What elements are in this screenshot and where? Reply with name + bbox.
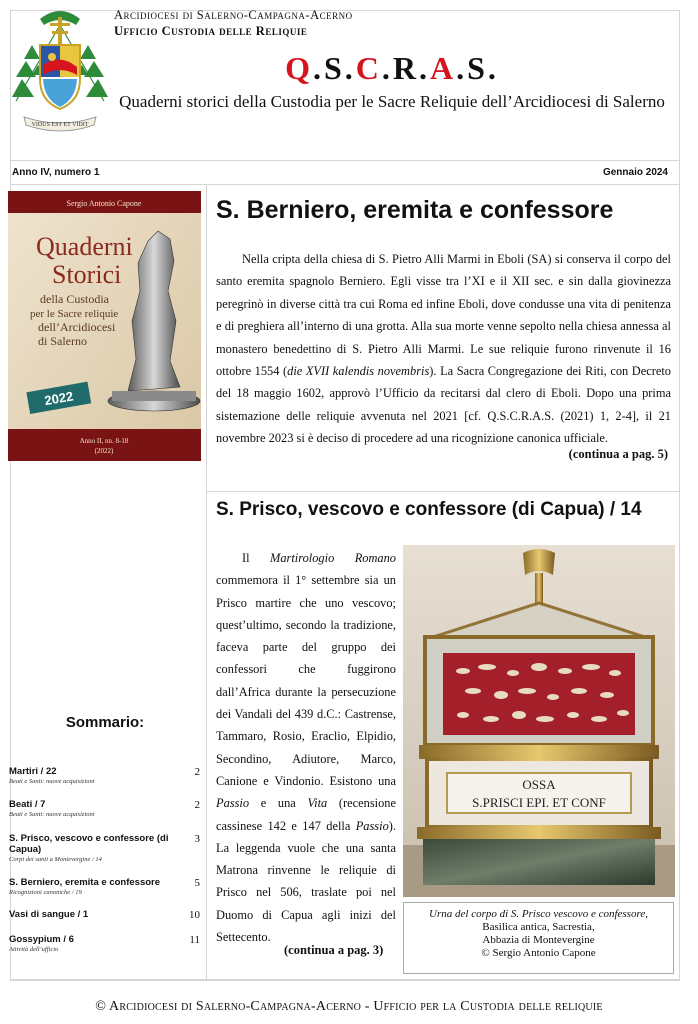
toc-item-title: Gossypium / 6 xyxy=(9,934,74,945)
masthead-title xyxy=(114,50,670,87)
svg-text:Quaderni: Quaderni xyxy=(36,232,133,261)
caption-line: Basilica antica, Sacrestia, xyxy=(482,921,595,933)
archbishop-coat-of-arms xyxy=(10,5,110,145)
divider xyxy=(206,491,680,492)
toc-item-page: 10 xyxy=(189,909,200,921)
svg-text:Sergio Antonio Capone: Sergio Antonio Capone xyxy=(66,199,142,208)
masthead-letter: Q xyxy=(285,50,313,86)
toc-item[interactable] xyxy=(9,909,202,920)
office-name: Ufficio Custodia delle Reliquie xyxy=(114,24,308,38)
toc-item[interactable] xyxy=(9,766,202,786)
masthead-letter: C xyxy=(355,50,382,86)
toc-item[interactable] xyxy=(9,799,202,819)
toc-item-page: 2 xyxy=(194,799,200,811)
masthead-letter: . xyxy=(487,50,499,86)
masthead-letter: . xyxy=(456,50,468,86)
masthead-letter: R xyxy=(392,50,419,86)
toc-item-title: Beati / 7 xyxy=(9,799,46,810)
photo-caption xyxy=(403,902,674,974)
toc-item[interactable] xyxy=(9,833,202,864)
masthead-letter: . xyxy=(419,50,430,86)
svg-text:S.PRISCI EPI. ET CONF: S.PRISCI EPI. ET CONF xyxy=(472,795,606,810)
masthead-letter: S xyxy=(323,50,345,86)
svg-text:VIDUS EST ET VIDIT: VIDUS EST ET VIDIT xyxy=(31,122,89,128)
toc-item-title: S. Berniero, eremita e confessore xyxy=(9,877,161,888)
caption-title: Urna del corpo di S. Prisco vescovo e confessore, xyxy=(429,908,648,920)
svg-text:di Salerno: di Salerno xyxy=(38,334,87,348)
toc-item-page: 11 xyxy=(189,934,200,946)
toc-item-title: Martiri / 22 xyxy=(9,766,57,777)
issue-number: Anno IV, numero 1 xyxy=(12,167,100,178)
divider xyxy=(10,160,680,161)
svg-text:(2022): (2022) xyxy=(94,447,114,455)
divider xyxy=(10,184,680,185)
continue-link-berniero[interactable]: (continua a pag. 5) xyxy=(568,447,668,461)
article-body-berniero: Nella cripta della chiesa di S. Pietro Alli Marmi in Eboli (SA) si conserva il corpo del santo eremita spagnolo Berniero. Egli visse tra l’XI e il XII sec. e sin dalla giovinezza peregrinò in diverse città tra cui Roma ed infine Eboli, dove condusse una vita di penitenza e di preghiera all’interno di una grotta. Alla sua morte venne sepolto nella chiesa annessa al monastero benedettino di S. Pietro Alli Marmi. Le sue reliquie furono rinvenute il 16 ottobre 1554 (die XVII kalendis novembris). La Sacra Congregazione dei Riti, con Decreto del 18 maggio 1602, approvò l’Ufficio da recitarsi dal clero di Eboli. Dopo una prima sistemazione delle reliquie avvenuta nel 2021 [cf. Q.S.C.R.A.S. (2021) 1, 2-4], il 21 novembre 2023 si è deciso di procedere ad una ricognizione canonica ufficiale. xyxy=(216,252,671,446)
column-divider xyxy=(206,184,207,980)
toc-item[interactable] xyxy=(9,877,202,897)
masthead-subtitle: Quaderni storici della Custodia per le Sacre Reliquie dell’Arcidiocesi di Salerno xyxy=(119,92,665,111)
divider xyxy=(10,980,680,981)
table-of-contents xyxy=(9,766,202,954)
svg-text:Storici: Storici xyxy=(52,260,122,289)
masthead-letter: A xyxy=(430,50,457,86)
masthead-letter: . xyxy=(312,50,324,86)
toc-item-page: 2 xyxy=(194,766,200,778)
page-footer: © Arcidiocesi di Salerno-Campagna-Acerno - Ufficio per la Custodia delle reliquie xyxy=(95,999,603,1014)
article-body-prisco: Il Martirologio Romano commemora il 1° settembre sia un Prisco martire che uno vescovo; quest’ultimo, secondo la tradizione, faceva parte del gruppo dei confessori che fuggirono dall’Africa durante la persecuzione dei Vandali del 439 d.C.: Castrense, Tammaro, Rosio, Eraclio, Elpidio, Secondino, Adiutore, Marco, Canione e Vindonio. Esistono una Passio e una Vita (recensione cassinese 142 e 147 della Passio). La leggenda vuole che una santa Matrona rinvenne le reliquie di Prisco nel 506, traslate poi nel Duomo di Capua agli inizi del Settecento. xyxy=(216,551,396,945)
diocese-name: Arcidiocesi di Salerno-Campagna-Acerno xyxy=(114,8,353,22)
toc-item[interactable] xyxy=(9,934,202,954)
svg-text:per le Sacre reliquie: per le Sacre reliquie xyxy=(30,308,119,320)
toc-item-subtitle: Corpi dei santi a Montevergine / 14 xyxy=(9,856,102,863)
svg-text:della Custodia: della Custodia xyxy=(40,292,109,306)
masthead-letter: S xyxy=(467,50,488,86)
toc-item-subtitle: Ricognizioni canoniche / 19 xyxy=(9,889,82,896)
book-cover-image xyxy=(8,191,201,461)
reliquary-urn-photo xyxy=(403,545,675,897)
masthead-letter: . xyxy=(344,50,356,86)
toc-item-subtitle: Attività dell’ufficio xyxy=(9,946,59,953)
issue-date: Gennaio 2024 xyxy=(602,167,668,178)
svg-text:dell’Arcidiocesi: dell’Arcidiocesi xyxy=(38,320,116,334)
article-title-prisco: S. Prisco, vescovo e confessore (di Capua) / 14 xyxy=(216,499,642,520)
article-title-berniero: S. Berniero, eremita e confessore xyxy=(216,196,614,224)
svg-text:Anno II, nn. 8-18: Anno II, nn. 8-18 xyxy=(79,437,129,445)
table-of-contents-title: Sommario: xyxy=(65,714,145,731)
caption-credit: © Sergio Antonio Capone xyxy=(481,947,596,959)
toc-item-title: Vasi di sangue / 1 xyxy=(9,909,89,920)
caption-line: Abbazia di Montevergine xyxy=(482,934,595,946)
toc-item-subtitle: Beati e Santi: nuove acquisizioni xyxy=(9,778,95,785)
svg-text:OSSA: OSSA xyxy=(522,777,556,792)
masthead-letter: . xyxy=(381,50,393,86)
toc-item-page: 5 xyxy=(194,877,200,889)
toc-item-subtitle: Beati e Santi: nuove acquisizioni xyxy=(9,811,95,818)
continue-link-prisco[interactable]: (continua a pag. 3) xyxy=(284,943,384,957)
svg-text:2022: 2022 xyxy=(43,388,75,409)
toc-item-title: S. Prisco, vescovo e confessore (di Capua) xyxy=(9,833,169,855)
toc-item-page: 3 xyxy=(194,833,200,845)
